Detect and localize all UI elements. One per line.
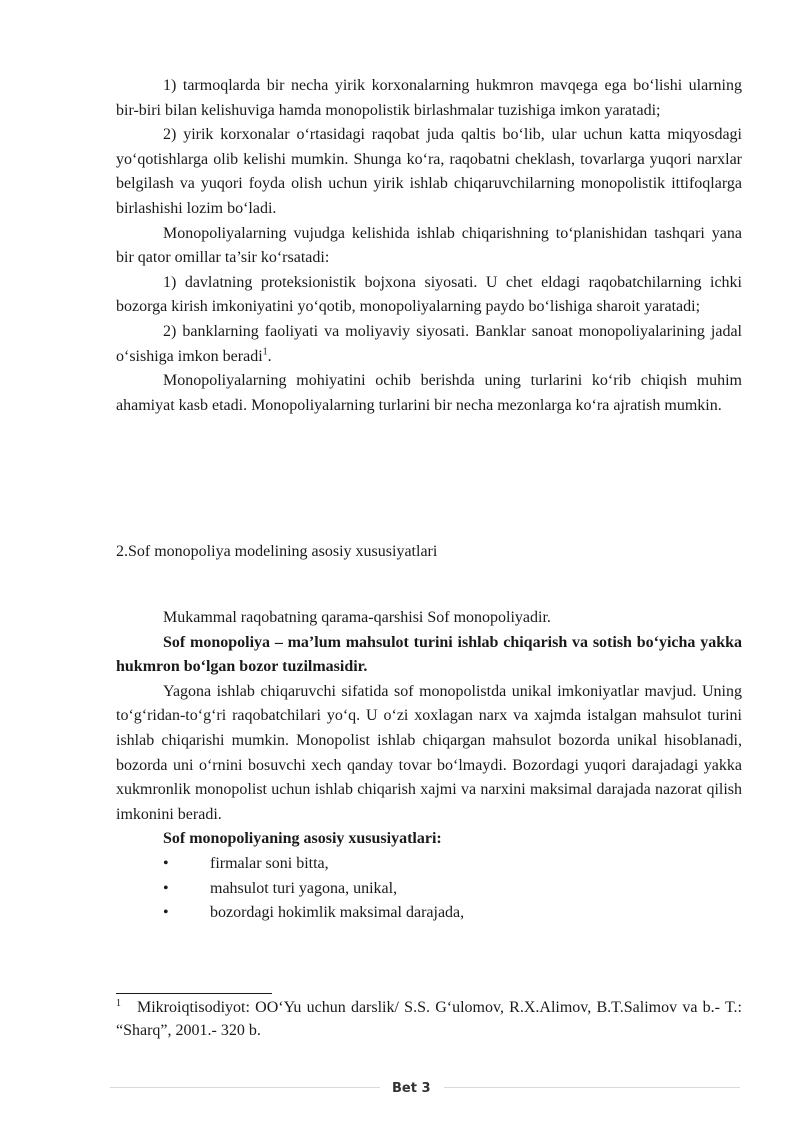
paragraph-banks-text: 2) banklarning faoliyati va moliyaviy siyosati. Banklar sanoat monopoliyalarining jadal o‘sishiga imkon beradi <box>116 322 742 365</box>
paragraph-banks: 2) banklarning faoliyati va moliyaviy siyosati. Banklar sanoat monopoliyalarining jadal o‘sishiga imkon beradi$^1$. <box>116 322 742 365</box>
paragraph-item-2: 2) yirik korxonalar o‘rtasidagi raqobat juda qaltis bo‘lib, ular uchun katta miqyosdagi yo‘qotishlarga olib kelishi mumkin. Shunga ko‘ra, raqobatni cheklash, tovarlarga yuqori narxlar belgilash va yuqori foyda olish uchun yirik ishlab chiqaruvchilarning monopolistik ittifoqlarga birlashishi lozim bo‘ladi. <box>116 126 742 217</box>
section-heading: 2.Sof monopoliya modelining asosiy xususiyatlari <box>116 543 438 560</box>
top-text-block <box>116 74 742 418</box>
list-item-text: mahsulot turi yagona, unikal, <box>210 879 398 897</box>
footer-divider-right <box>444 1087 740 1088</box>
paragraph-item-1: 1) tarmoqlarda bir necha yirik korxonalarning hukmron mavqega ega bo‘lishi ularning bir-biri bilan kelishuviga hamda monopolistik birlashmalar tuzishiga imkon yaratadi; <box>116 77 742 119</box>
footnote-text: Mikroiqtisodiyot: OO‘Yu uchun darslik/ S.S. G‘ulomov, R.X.Alimov, B.T.Salimov va b.- T.: “Sharq”, 2001.- 320 b. <box>116 999 742 1039</box>
page-footer <box>110 1081 740 1101</box>
list-item <box>116 877 742 902</box>
intro-sentence: Mukammal raqobatning qarama-qarshisi Sof monopoliyadir. <box>163 609 551 626</box>
footer-divider-left <box>110 1087 380 1088</box>
definition-bold: Sof monopoliya – ma’lum mahsulot turini ishlab chiqarish va sotish bo‘yicha yakka hukmron bo‘lgan bozor tuzilmasidir. <box>116 633 742 676</box>
paragraph-factors-intro: Monopoliyalarning vujudga kelishida ishlab chiqarishning to‘planishidan tashqari yana bir qator omillar ta’sir ko‘rsatadi: <box>116 224 742 267</box>
list-item-text: bozordagi hokimlik maksimal darajada, <box>210 904 465 922</box>
paragraph-single-producer: Yagona ishlab chiqaruvchi sifatida sof monopolistda unikal imkoniyatlar mavjud. Uning to‘g‘ridan-to‘g‘ri raqobatchilari yo‘q. U o‘zi xoxlagan narx va xajmda istalgan mahsulot turini ishlab chiqarishi mumkin. Monopolist ishlab chiqargan mahsulot bozorda unikal hisoblanadi, bozorda uni o‘rnini bosuvchi xech qanday tovar bo‘lmaydi. Bozordagi yuqori darajadagi yakka xukmronlik monopolist uchun ishlab chiqarish xajmi va narxini maksimal darajada nazorat qilish imkonini beradi. <box>116 682 742 823</box>
footnote-reference[interactable]: 1 <box>262 346 268 358</box>
bullet-icon: • <box>163 904 169 922</box>
bullet-icon: • <box>163 879 169 897</box>
list-item <box>116 852 742 877</box>
bullet-icon: • <box>163 854 169 872</box>
page-number: Bet 3 <box>392 1081 431 1096</box>
section-body <box>116 606 742 926</box>
features-heading: Sof monopoliyaning asosiy xususiyatlari: <box>163 830 442 848</box>
list-item-text: firmalar soni bitta, <box>210 854 329 872</box>
paragraph-protectionism: 1) davlatning proteksionistik bojxona siyosati. U chet eldagi raqobatchilarning ichki bozorga kirish imkoniyatini yo‘qotib, monopoliyalarning paydo bo‘lishiga sharoit yaratadi; <box>116 273 742 316</box>
paragraph-types: Monopoliyalarning mohiyatini ochib berishda uning turlarini ko‘rib chiqish muhim ahamiyat kasb etadi. Monopoliyalarning turlarini bir necha mezonlarga ko‘ra ajratish mumkin. <box>116 372 742 414</box>
footnote-mark: 1 <box>116 997 121 1009</box>
footnote <box>116 996 742 1042</box>
footnote-separator <box>116 993 272 994</box>
list-item <box>116 901 742 926</box>
features-list <box>116 852 742 926</box>
